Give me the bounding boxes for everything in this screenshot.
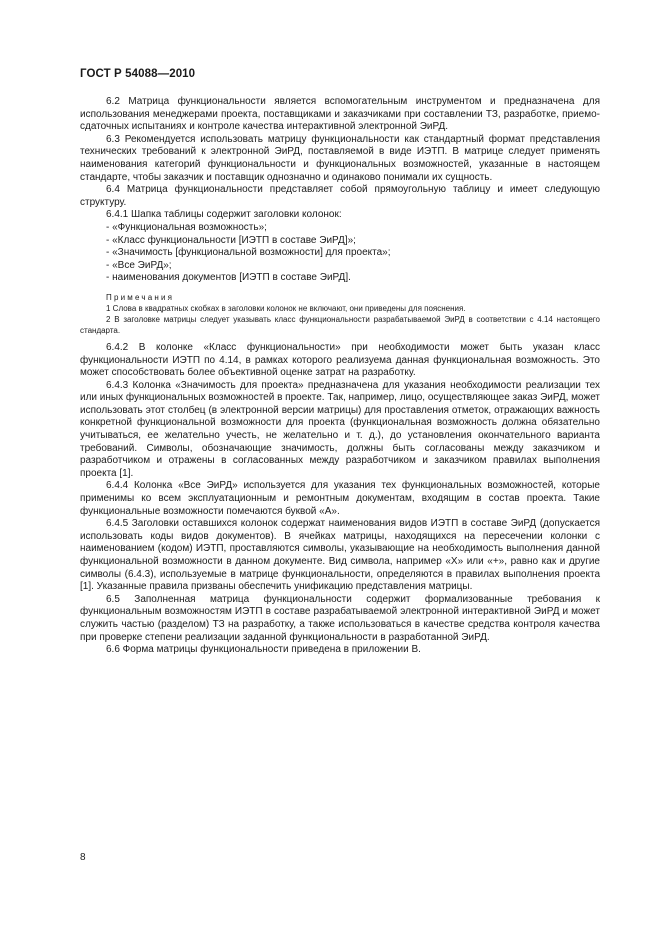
page-number: 8 [80, 852, 86, 863]
list-item: - «Все ЭиРД»; [106, 259, 172, 271]
paragraph-6-5: 6.5 Заполненная матрица функциональности содержит формализованные требования к функциональным возможностям ИЭТП в составе разрабатываемой электронной интерактивной ЭиРД и может служить частью (разделом) ТЗ на разработку, а также использоваться в качестве средства контроля качества при проверке степени реализации заданной функциональности в разработанной ЭиРД. [80, 593, 600, 643]
list-item: - «Значимость [функциональной возможности] для проекта»; [106, 247, 391, 259]
document-body [80, 96, 600, 657]
paragraph-6-4-4: 6.4.4 Колонка «Все ЭиРД» используется для указания тех функциональных возможностей, которые применимы ко всем эксплуатационным и ремонтным документам, входящим в состав проекта. Такие функциональные возможности помечаются буквой «А». [80, 480, 600, 517]
paragraph-6-2: 6.2 Матрица функциональности является вспомогательным инструментом и предназначена для использования менеджерами проекта, поставщиками и заказчиками при составлении ТЗ, разработке, приемо-сдаточных испытаниях и контроле качества интерактивной электронной ЭиРД. [80, 96, 600, 133]
document-code-header: ГОСТ Р 54088—2010 [80, 68, 196, 80]
notes-title: Примечания [106, 292, 175, 302]
list-item: - «Функциональная возможность»; [106, 221, 267, 233]
paragraph-6-3: 6.3 Рекомендуется использовать матрицу функциональности как стандартный формат представления технических требований к электронной ЭиРД, поставляемой в виде ИЭТП. В матрице следует применять наименования категорий функциональности и функциональных возможностей, указанные в настоящем стандарте, чтобы заказчик и поставщик однозначно и одинаково понимали их сущность. [80, 133, 600, 183]
note-2: 2 В заголовке матрицы следует указывать класс функциональности разрабатываемой ЭиРД в соответствии с 4.14 настоящего стандарта. [80, 314, 600, 335]
list-item: - «Класс функциональности [ИЭТП в составе ЭиРД]»; [106, 234, 356, 246]
paragraph-6-6: 6.6 Форма матрицы функциональности приведена в приложении В. [106, 644, 421, 656]
note-1: 1 Слова в квадратных скобках в заголовки колонок не включают, они приведены для пояснения. [106, 303, 466, 313]
paragraph-6-4: 6.4 Матрица функциональности представляет собой прямоугольную таблицу и имеет следующую структуру. [80, 184, 600, 208]
paragraph-6-4-1: 6.4.1 Шапка таблицы содержит заголовки колонок: [106, 209, 342, 221]
paragraph-6-4-3: 6.4.3 Колонка «Значимость для проекта» предназначена для указания необходимости реализации тех или иных функциональных возможностей в проекте. Так, например, лицо, осуществляющее заказ ЭиРД, может использовать этот столбец (в электронной версии матрицы) для проставления отметок, отражающих важность конкретной функциональной возможности для проекта (функциональная возможность должна обязательно учитываться, ее желательно учесть, не желательно и т. д.), до установления окончательного варианта требований. Символы, обозначающие значимость, должны быть согласованы между заказчиком и разработчиком и отражены в согласованных между разработчиком и заказчиком правилах выполнения проекта [1]. [80, 379, 601, 479]
paragraph-6-4-5: 6.4.5 Заголовки оставшихся колонок содержат наименования видов ИЭТП в составе ЭиРД (допускается использовать коды видов документов). В ячейках матрицы, находящихся на пересечении колонки с наименованием (кодом) ИЭТП, проставляются символы, указывающие на необходимость выполнения данной функциональной возможности в данном документе. Вид символа, например «Х» или «+», равно как и другие символы (6.4.3), используемые в матрице функциональности, определяются в правилах выполнения проекта [1]. Указанные правила призваны обеспечить унификацию представления матрицы. [80, 518, 600, 593]
paragraph-6-4-2: 6.4.2 В колонке «Класс функциональности» при необходимости может быть указан класс функциональности ИЭТП по 4.14, в рамках которого реализуема данная функциональная возможность. Это может способствовать более объективной оценке затрат на разработку. [80, 341, 600, 379]
list-item: - наименования документов [ИЭТП в составе ЭиРД]. [106, 272, 351, 284]
